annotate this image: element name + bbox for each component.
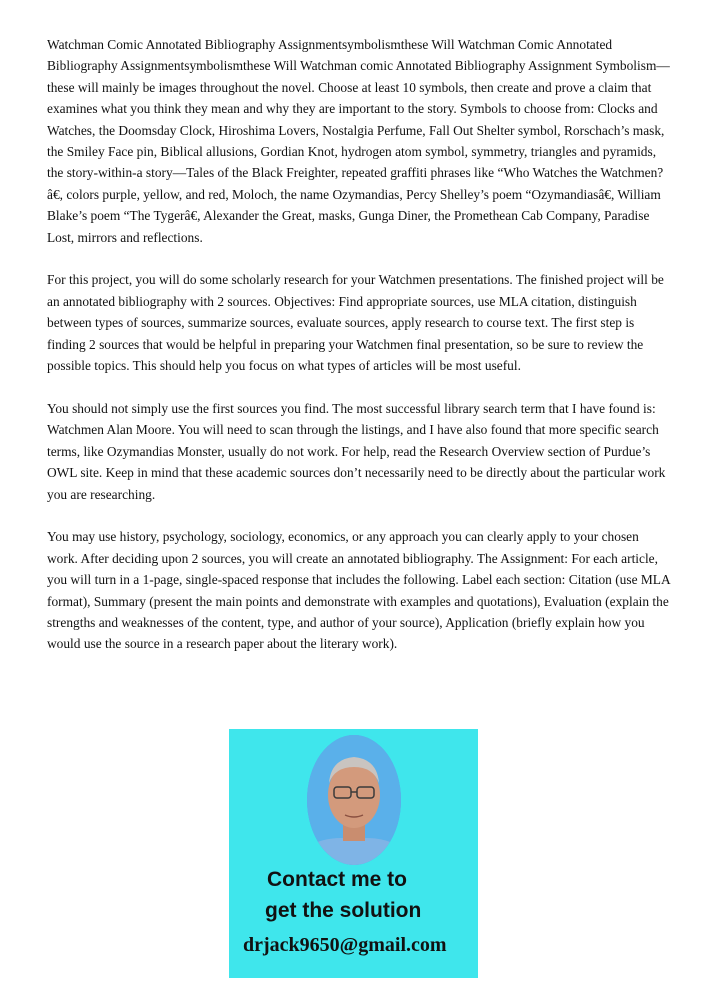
- paragraph-symbols: Watchman Comic Annotated Bibliography Assignmentsymbolismthese Will Watchman Comic Annotated Bibliography Assignmentsymbolismthese Will Watchman comic Annotated Bibliography Assignment Symbolism—these will mainly be images throughout the novel. Choose at least 10 symbols, then create and prove a claim that examines what you think they mean and why they are important to the story. Symbols to choose from: Clocks and Watches, the Doomsday Clock, Hiroshima Lovers, Nostalgia Perfume, Fall Out Shelter symbol, Rorschach’s mask, the Smiley Face pin, Biblical allusions, Gordian Knot, hydrogen atom symbol, symmetry, triangles and pyramids, the story-within-a story—Tales of the Black Freighter, repeated graffiti phrases like “Who Watches the Watchmen?â€, colors purple, yellow, and red, Moloch, the name Ozymandias, Percy Shelley’s poem “Ozymandiasâ€, William Blake’s poem “The Tygerâ€, Alexander the Great, masks, Gunga Diner, the Promethean Cab Company, Paradise Lost, mirrors and reflections.: [47, 37, 670, 245]
- document-body: [47, 34, 672, 676]
- ad-headline-line2: get the solution: [265, 899, 422, 922]
- portrait-illustration: [307, 735, 401, 865]
- contact-ad-banner[interactable]: [229, 729, 478, 978]
- paragraph-project: For this project, you will do some scholarly research for your Watchmen presentations. The finished project will be an annotated bibliography with 2 sources. Objectives: Find appropriate sources, use MLA citation, distinguish between types of sources, summarize sources, evaluate sources, apply research to course text. The first step is finding 2 sources that would be helpful in preparing your Watchmen final presentation, so be sure to review the possible topics. This should help you focus on what types of articles will be most useful.: [47, 272, 664, 374]
- contact-email[interactable]: drjack9650@gmail.com: [243, 934, 447, 956]
- paragraph-search: You should not simply use the first sources you find. The most successful library search term that I have found is: Watchmen Alan Moore. You will need to scan through the listings, and I have also found that more specific search terms, like Ozymandias Monster, usually do not work. For help, read the Research Overview section of Purdue’s OWL site. Keep in mind that these academic sources don’t necessarily need to be directly about the particular work you are researching.: [47, 400, 666, 502]
- portrait-photo: [307, 735, 401, 865]
- ad-headline-line1: Contact me to: [267, 868, 408, 891]
- paragraph-assignment: You may use history, psychology, sociology, economics, or any approach you can clearly apply to your chosen work. After deciding upon 2 sources, you will create an annotated bibliography. The Assignment: For each article, you will turn in a 1-page, single-spaced response that includes the following. Label each section: Citation (use MLA format), Summary (present the main points and demonstrate with examples and quotations), Evaluation (explain the strengths and weaknesses of the content, type, and author of your source), Application (briefly explain how you would use the source in a research paper about the literary work).: [47, 529, 670, 652]
